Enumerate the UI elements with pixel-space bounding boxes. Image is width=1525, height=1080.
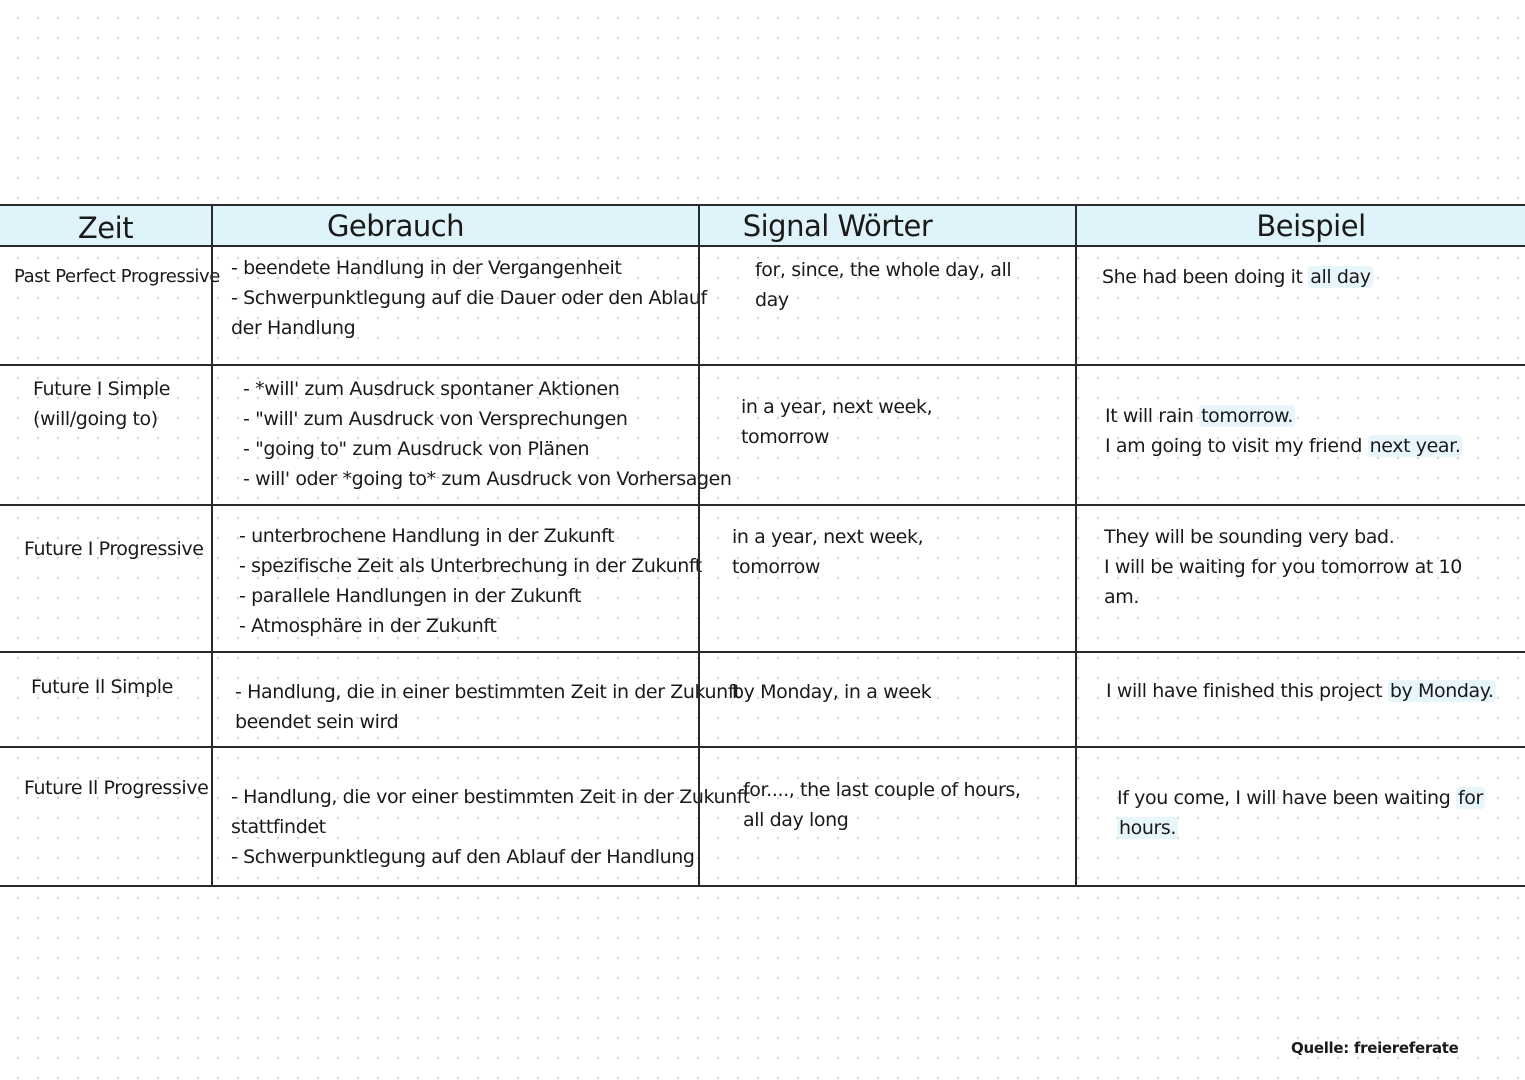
gebrauch-line: - Schwerpunktlegung auf die Dauer oder den Ablauf: [231, 287, 707, 309]
gebrauch-cell: [211, 506, 702, 651]
gebrauch-line: - Atmosphäre in der Zukunft: [239, 615, 497, 637]
zeit-label: Past Perfect Progressive: [14, 266, 220, 287]
beispiel-line: I am going to visit my friend next year.: [1105, 435, 1461, 457]
gebrauch-line: - *will' zum Ausdruck spontaner Aktionen: [243, 378, 620, 400]
signal-line: in a year, next week,: [741, 396, 933, 418]
beispiel-cell: [1075, 506, 1525, 651]
gebrauch-line: - unterbrochene Handlung in der Zukunft: [239, 525, 615, 547]
gebrauch-cell: [211, 366, 732, 504]
beispiel-line: [1117, 813, 1485, 843]
gebrauch-line: beendet sein wird: [235, 711, 399, 733]
signal-highlight: all day: [1310, 266, 1371, 288]
signal-cell: [698, 247, 1075, 364]
zeit-cell: [0, 748, 211, 885]
gebrauch-cell: [211, 748, 750, 885]
zeit-cell: [0, 653, 211, 746]
gebrauch-line: - Schwerpunktlegung auf den Ablauf der Handlung: [231, 846, 695, 868]
gebrauch-line: - "going to" zum Ausdruck von Plänen: [243, 438, 590, 460]
zeit-cell: [0, 506, 211, 651]
beispiel-line: She had been doing it all day: [1102, 266, 1371, 288]
gebrauch-line: - Handlung, die vor einer bestimmten Zeit in der Zukunft: [231, 786, 750, 808]
signal-line: for...., the last couple of hours,: [743, 779, 1021, 801]
signal-line: tomorrow: [741, 426, 830, 448]
beispiel-cell: [1075, 247, 1525, 364]
signal-line: tomorrow: [732, 556, 821, 578]
signal-line: in a year, next week,: [732, 526, 924, 548]
table-header-row: [0, 204, 1525, 247]
table-row: [0, 653, 1525, 748]
signal-highlight: for: [1458, 787, 1483, 809]
zeit-sublabel: (will/going to): [33, 408, 158, 430]
table-row: [0, 748, 1525, 887]
zeit-label: Future I Simple: [33, 378, 171, 400]
gebrauch-line: - spezifische Zeit als Unterbrechung in der Zukunft: [239, 555, 702, 577]
zeit-label: Future Il Progressive: [24, 777, 209, 799]
gebrauch-line: stattfindet: [231, 816, 326, 838]
signal-cell: [698, 748, 1075, 885]
signal-cell: [698, 653, 1075, 746]
gebrauch-line: - "will' zum Ausdruck von Versprechungen: [243, 408, 628, 430]
zeit-label: Future Il Simple: [31, 676, 173, 698]
source-credit: Quelle: freiereferate: [1291, 1039, 1459, 1057]
gebrauch-line: - beendete Handlung in der Vergangenheit: [231, 257, 622, 279]
header-signal-woerter: Signal Wörter: [698, 206, 1075, 246]
beispiel-line: am.: [1104, 586, 1139, 608]
signal-cell: [698, 506, 1075, 651]
beispiel-line: I will be waiting for you tomorrow at 10: [1104, 556, 1462, 578]
signal-line: by Monday, in a week: [732, 681, 932, 703]
signal-highlight: hours.: [1119, 817, 1177, 839]
header-beispiel: Beispiel: [1075, 206, 1525, 246]
table-row: [0, 247, 1525, 366]
beispiel-cell: [1075, 653, 1525, 746]
gebrauch-line: - parallele Handlungen in der Zukunft: [239, 585, 582, 607]
zeit-label: Future I Progressive: [24, 538, 204, 560]
beispiel-line: If you come, I will have been waiting for: [1117, 787, 1483, 809]
gebrauch-cell: [211, 247, 707, 364]
signal-highlight: by Monday.: [1389, 680, 1494, 702]
beispiel-line: They will be sounding very bad.: [1104, 526, 1395, 548]
gebrauch-line: - will' oder *going to* zum Ausdruck von Vorhersagen: [243, 468, 732, 490]
signal-line: all day long: [743, 809, 849, 831]
beispiel-cell: [1075, 748, 1525, 885]
signal-cell: [698, 366, 1075, 504]
header-zeit: Zeit: [77, 211, 134, 245]
table-row: [0, 366, 1525, 506]
header-gebrauch: Gebrauch: [211, 206, 698, 246]
beispiel-line: It will rain tomorrow.: [1105, 405, 1294, 427]
table-row: [0, 506, 1525, 653]
signal-line: day: [755, 289, 789, 311]
gebrauch-cell: [211, 653, 741, 746]
zeit-cell: [0, 366, 211, 504]
signal-highlight: next year.: [1369, 435, 1461, 457]
gebrauch-line: der Handlung: [231, 317, 356, 339]
tenses-table: [0, 204, 1525, 887]
zeit-cell: [0, 247, 220, 364]
signal-line: for, since, the whole day, all: [755, 259, 1012, 281]
beispiel-cell: [1075, 366, 1525, 504]
beispiel-line: I will have finished this project by Monday.: [1106, 680, 1494, 702]
signal-highlight: tomorrow.: [1201, 405, 1294, 427]
gebrauch-line: - Handlung, die in einer bestimmten Zeit in der Zukunft: [235, 681, 741, 703]
